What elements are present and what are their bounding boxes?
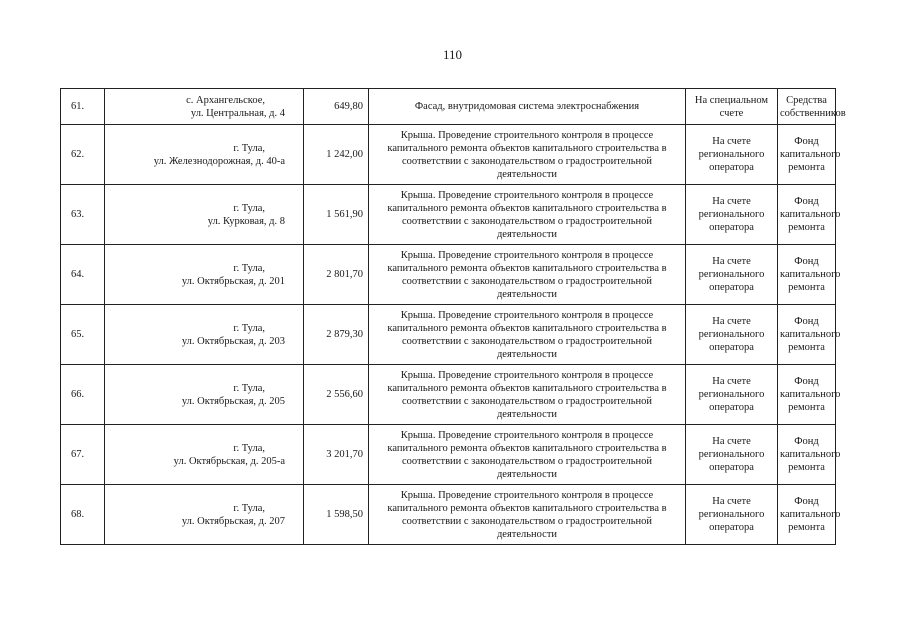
row-number: 63. [61, 185, 105, 245]
row-cost: 1 598,50 [304, 485, 369, 545]
row-cost: 1 561,90 [304, 185, 369, 245]
row-number: 67. [61, 425, 105, 485]
address-street: ул. Центральная, д. 4 [190, 107, 285, 119]
row-funds: Фонд капитального ремонта [778, 485, 836, 545]
row-funds: Фонд капитального ремонта [778, 185, 836, 245]
row-account: На счете регионального оператора [686, 425, 778, 485]
row-work-type: Крыша. Проведение строительного контроля в процессе капитального ремонта объектов капитального строительства в соответствии с законодательством о градостроительной деятельности [369, 185, 686, 245]
row-address [105, 365, 304, 425]
row-cost: 2 556,60 [304, 365, 369, 425]
row-cost: 649,80 [304, 89, 369, 125]
row-number: 66. [61, 365, 105, 425]
address-street: ул. Октябрьская, д. 201 [181, 275, 285, 287]
row-funds: Фонд капитального ремонта [778, 125, 836, 185]
address-locality: г. Тула, [233, 382, 265, 394]
row-address [105, 245, 304, 305]
address-street: ул. Железнодорожная, д. 40-а [153, 155, 285, 167]
row-cost: 2 879,30 [304, 305, 369, 365]
address-street: ул. Октябрьская, д. 203 [181, 335, 285, 347]
row-work-type: Крыша. Проведение строительного контроля в процессе капитального ремонта объектов капитального строительства в соответствии с законодательством о градостроительной деятельности [369, 245, 686, 305]
row-account: На счете регионального оператора [686, 485, 778, 545]
address-locality: г. Тула, [233, 502, 265, 514]
row-work-type: Крыша. Проведение строительного контроля в процессе капитального ремонта объектов капитального строительства в соответствии с законодательством о градостроительной деятельности [369, 305, 686, 365]
row-address [105, 425, 304, 485]
address-locality: г. Тула, [233, 262, 265, 274]
row-work-type: Крыша. Проведение строительного контроля в процессе капитального ремонта объектов капитального строительства в соответствии с законодательством о градостроительной деятельности [369, 425, 686, 485]
table-row [61, 125, 836, 185]
row-funds: Фонд капитального ремонта [778, 425, 836, 485]
address-locality: г. Тула, [233, 202, 265, 214]
row-number: 62. [61, 125, 105, 185]
row-account: На счете регионального оператора [686, 365, 778, 425]
table-row [61, 89, 836, 125]
address-street: ул. Октябрьская, д. 205-а [173, 455, 285, 467]
row-account: На счете регионального оператора [686, 245, 778, 305]
table-row [61, 185, 836, 245]
works-table [60, 88, 846, 545]
row-address [105, 485, 304, 545]
row-cost: 2 801,70 [304, 245, 369, 305]
row-account: На счете регионального оператора [686, 305, 778, 365]
row-funds: Фонд капитального ремонта [778, 305, 836, 365]
row-funds: Фонд капитального ремонта [778, 365, 836, 425]
address-street: ул. Октябрьская, д. 205 [181, 395, 285, 407]
row-work-type: Крыша. Проведение строительного контроля в процессе капитального ремонта объектов капитального строительства в соответствии с законодательством о градостроительной деятельности [369, 125, 686, 185]
row-account: На счете регионального оператора [686, 125, 778, 185]
row-funds: Фонд капитального ремонта [778, 245, 836, 305]
address-street: ул. Курковая, д. 8 [207, 215, 285, 227]
row-number: 65. [61, 305, 105, 365]
row-address [105, 185, 304, 245]
row-cost: 3 201,70 [304, 425, 369, 485]
row-account: На счете регионального оператора [686, 185, 778, 245]
row-address [105, 305, 304, 365]
row-cost: 1 242,00 [304, 125, 369, 185]
table-row [61, 485, 836, 545]
page-number: 110 [442, 47, 463, 62]
address-locality: с. Архангельское, [186, 94, 265, 106]
row-work-type: Фасад, внутридомовая система электроснабжения [369, 89, 686, 125]
table-row [61, 305, 836, 365]
row-work-type: Крыша. Проведение строительного контроля в процессе капитального ремонта объектов капитального строительства в соответствии с законодательством о градостроительной деятельности [369, 485, 686, 545]
row-work-type: Крыша. Проведение строительного контроля в процессе капитального ремонта объектов капитального строительства в соответствии с законодательством о градостроительной деятельности [369, 365, 686, 425]
table-row [61, 365, 836, 425]
row-funds: Средства собственников [778, 89, 836, 125]
row-address [105, 125, 304, 185]
table-row [61, 245, 836, 305]
row-number: 64. [61, 245, 105, 305]
address-locality: г. Тула, [233, 142, 265, 154]
row-number: 68. [61, 485, 105, 545]
address-locality: г. Тула, [233, 442, 265, 454]
row-number: 61. [61, 89, 105, 125]
address-locality: г. Тула, [233, 322, 265, 334]
row-account: На специальном счете [686, 89, 778, 125]
row-address [105, 89, 304, 125]
table-row [61, 425, 836, 485]
address-street: ул. Октябрьская, д. 207 [181, 515, 285, 527]
